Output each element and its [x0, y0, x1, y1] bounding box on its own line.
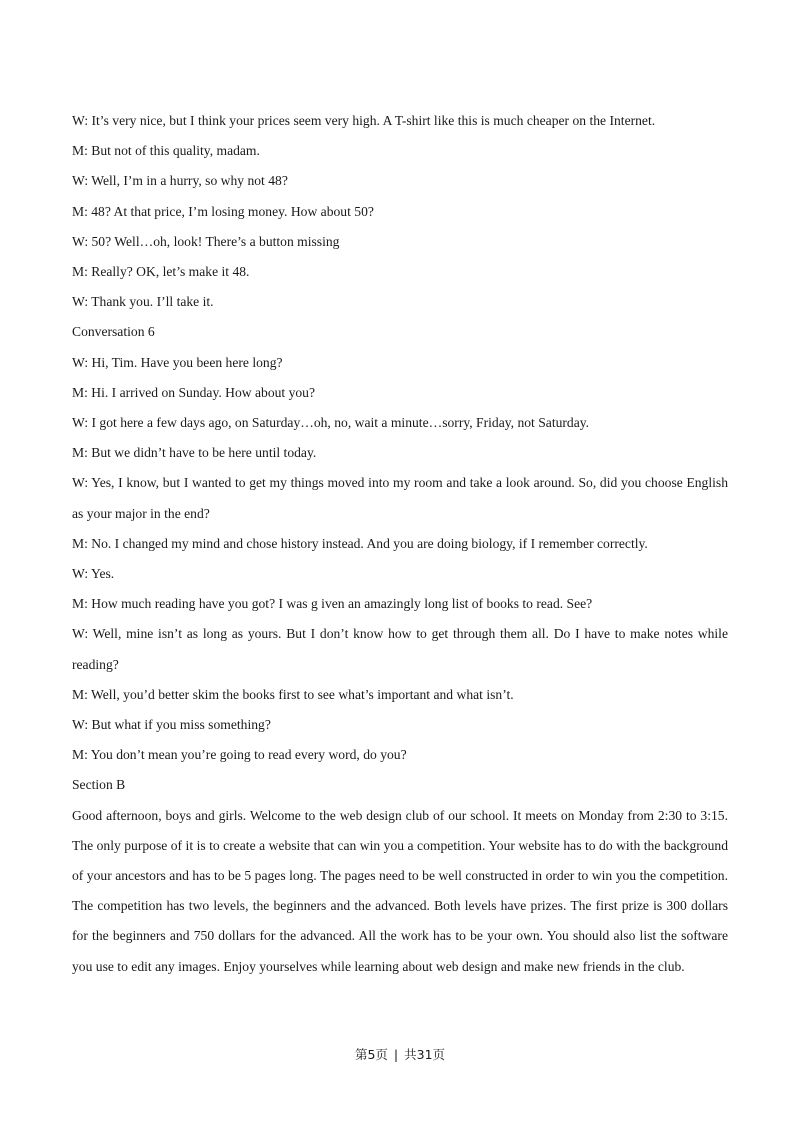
dialogue-line: M: 48? At that price, I’m losing money. How about 50? — [72, 203, 374, 219]
dialogue-line: M: How much reading have you got? I was g iven an amazingly long list of books to read. See? — [72, 596, 593, 612]
dialogue-line: W: Thank you. I’ll take it. — [72, 294, 214, 310]
footer-separator: | — [393, 1047, 399, 1062]
page-number: 第5页 — [354, 1047, 388, 1062]
transcript-body — [72, 106, 728, 982]
total-pages: 共31页 — [404, 1047, 446, 1062]
dialogue-line: W: 50? Well…oh, look! There’s a button missing — [72, 233, 340, 249]
dialogue-line: W: Well, I’m in a hurry, so why not 48? — [72, 173, 288, 189]
dialogue-line: M: You don’t mean you’re going to read every word, do you? — [72, 747, 407, 763]
dialogue-line: W: I got here a few days ago, on Saturday…oh, no, wait a minute…sorry, Friday, not Saturday. — [72, 415, 590, 431]
section-heading: Section B — [72, 777, 126, 793]
dialogue-paragraph: W: Well, mine isn’t as long as yours. But I don’t know how to get through them all. Do I have to make notes while reading? — [72, 626, 728, 672]
monologue-paragraph: Good afternoon, boys and girls. Welcome to the web design club of our school. It meets on Monday from 2:30 to 3:15. The only purpose of it is to create a website that can win you a competition. Your website has to do with the background of your ancestors and has to be 5 pages long. The pages need to be well constructed in order to win you the competition. The competition has two levels, the beginners and the advanced. Both levels have prizes. The first prize is 300 dollars for the beginners and 750 dollars for the advanced. All the work has to be your own. You should also list the software you use to edit any images. Enjoy yourselves while learning about web design and make new friends in the club. — [72, 807, 728, 974]
dialogue-line: W: Hi, Tim. Have you been here long? — [72, 354, 283, 370]
dialogue-line: M: No. I changed my mind and chose history instead. And you are doing biology, if I remember correctly. — [72, 535, 648, 551]
dialogue-line: M: Well, you’d better skim the books first to see what’s important and what isn’t. — [72, 686, 514, 702]
section-heading: Conversation 6 — [72, 324, 155, 340]
page-footer — [0, 1046, 800, 1064]
dialogue-line: W: It’s very nice, but I think your prices seem very high. A T-shirt like this is much cheaper on the Internet. — [72, 113, 656, 128]
dialogue-line: W: But what if you miss something? — [72, 717, 271, 733]
dialogue-line: M: But we didn’t have to be here until today. — [72, 445, 317, 461]
dialogue-paragraph: W: Yes, I know, but I wanted to get my things moved into my room and take a look around. So, did you choose English as your major in the end? — [72, 475, 728, 521]
dialogue-line: M: Hi. I arrived on Sunday. How about you? — [72, 384, 316, 400]
dialogue-line: W: Yes. — [72, 566, 115, 582]
dialogue-line: M: Really? OK, let’s make it 48. — [72, 264, 250, 280]
dialogue-line: M: But not of this quality, madam. — [72, 143, 260, 159]
